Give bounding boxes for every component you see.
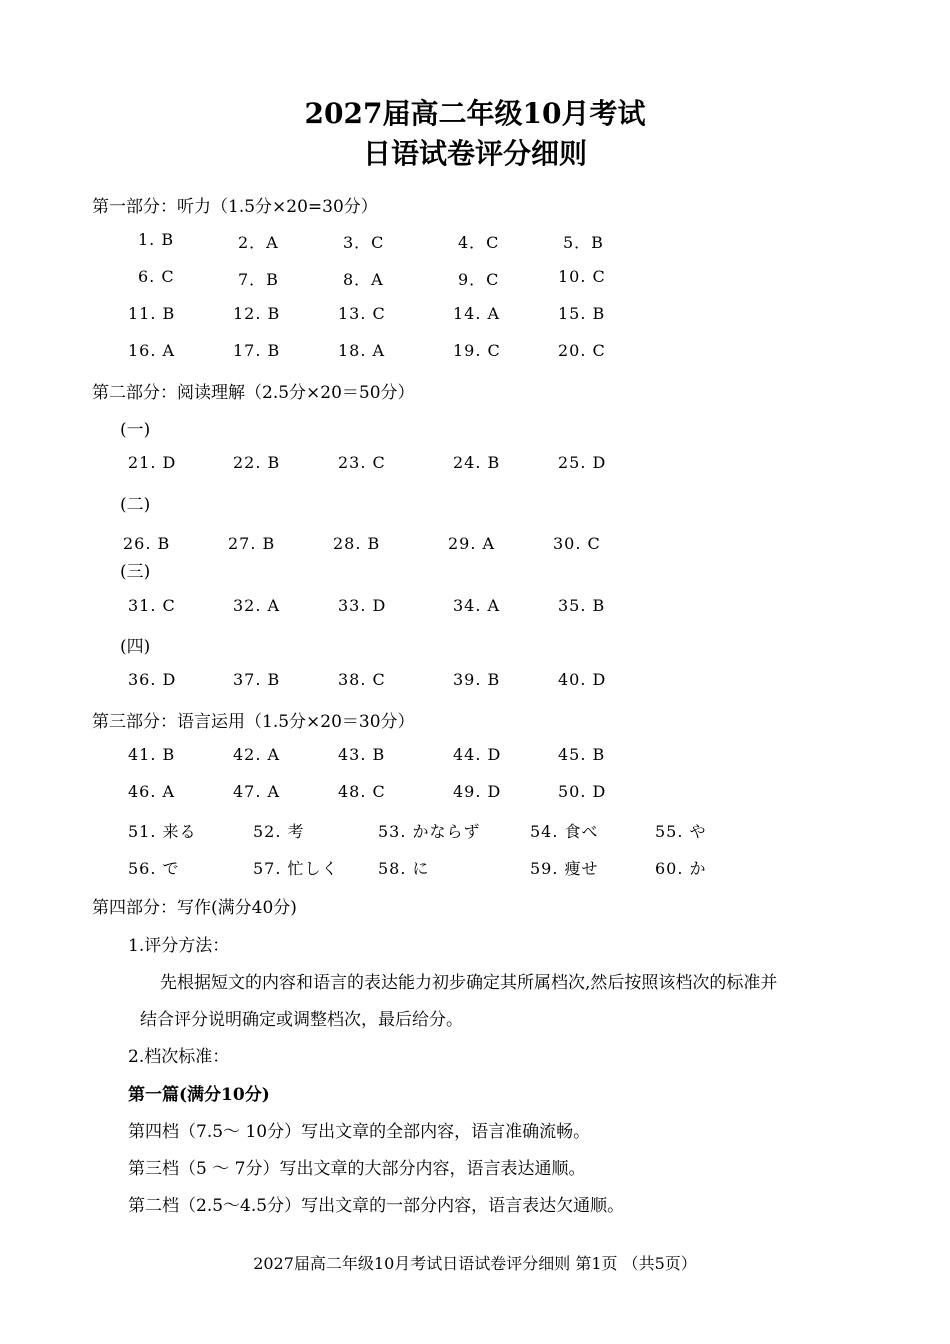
answer-item: 7．B — [238, 270, 279, 289]
group-label: (四) — [120, 637, 151, 657]
method-text: 结合评分说明确定或调整档次，最后给分。 — [140, 1010, 463, 1030]
part3-heading: 第三部分：语言运用（1.5分×20＝30分） — [92, 712, 415, 732]
part1-heading: 第一部分：听力（1.5分×20=30分） — [92, 197, 378, 217]
answer-item: 8．A — [343, 270, 384, 289]
answer-item: 31. C — [128, 596, 176, 615]
answer-item: 38. C — [338, 670, 386, 689]
answer-item: 30. C — [553, 534, 601, 553]
answer-item: 53. かならず — [378, 822, 481, 841]
answer-item: 48. C — [338, 782, 386, 801]
answer-item: 2．A — [238, 233, 279, 252]
doc-title-line1: 2027届高二年级10月考试 — [304, 97, 646, 130]
answer-item: 52. 考 — [253, 822, 305, 841]
answer-item: 34. A — [453, 596, 501, 615]
answer-item: 11. B — [128, 304, 176, 323]
answer-item: 13. C — [338, 304, 386, 323]
part4-heading: 第四部分：写作(满分40分) — [92, 898, 297, 918]
answer-item: 54. 食べ — [530, 822, 599, 841]
answer-item: 51. 来る — [128, 822, 197, 841]
answer-item: 36. D — [128, 670, 177, 689]
answer-item: 22. B — [233, 453, 281, 472]
answer-item: 9．C — [458, 270, 500, 289]
page-footer: 2027届高二年级10月考试日语试卷评分细则 第1页 （共5页） — [253, 1254, 697, 1273]
answer-item: 49. D — [453, 782, 502, 801]
answer-item: 24. B — [453, 453, 501, 472]
answer-item: 25. D — [558, 453, 607, 472]
answer-item: 29. A — [448, 534, 496, 553]
answer-item: 40. D — [558, 670, 607, 689]
answer-item: 12. B — [233, 304, 281, 323]
answer-item: 16. A — [128, 341, 176, 360]
part2-heading: 第二部分：阅读理解（2.5分×20＝50分） — [92, 383, 415, 403]
answer-item: 60. か — [655, 859, 707, 878]
answer-item: 33. D — [338, 596, 387, 615]
answer-item: 47. A — [233, 782, 281, 801]
answer-item: 15. B — [558, 304, 606, 323]
answer-item: 26. B — [123, 534, 171, 553]
answer-item: 17. B — [233, 341, 281, 360]
answer-item: 35. B — [558, 596, 606, 615]
answer-item: 42. A — [233, 745, 281, 764]
answer-item: 59. 痩せ — [530, 859, 599, 878]
levels-title: 2.档次标准： — [128, 1047, 230, 1067]
answer-item: 39. B — [453, 670, 501, 689]
answer-item: 18. A — [338, 341, 386, 360]
answer-item: 28. B — [333, 534, 381, 553]
first-essay-title: 第一篇(满分10分) — [128, 1085, 270, 1105]
answer-item: 1. B — [138, 230, 175, 249]
doc-title-line2: 日语试卷评分细则 — [362, 137, 587, 170]
answer-item: 20. C — [558, 341, 606, 360]
answer-item: 19. C — [453, 341, 501, 360]
level-description: 第四档（7.5～ 10分）写出文章的全部内容，语言准确流畅。 — [128, 1122, 591, 1142]
answer-item: 5．B — [563, 233, 604, 252]
answer-item: 45. B — [558, 745, 606, 764]
answer-item: 6. C — [138, 267, 175, 286]
group-label: (一) — [120, 420, 151, 440]
answer-item: 10. C — [558, 267, 606, 286]
answer-item: 55. や — [655, 822, 707, 841]
group-label: (三) — [120, 562, 151, 582]
answer-item: 44. D — [453, 745, 502, 764]
answer-item: 23. C — [338, 453, 386, 472]
answer-item: 21. D — [128, 453, 177, 472]
level-description: 第三档（5 ～ 7分）写出文章的大部分内容，语言表达通顺。 — [128, 1159, 586, 1179]
answer-item: 3．C — [343, 233, 385, 252]
answer-item: 14. A — [453, 304, 501, 323]
answer-item: 57. 忙しく — [253, 859, 339, 878]
answer-item: 56. で — [128, 859, 180, 878]
group-label: (二) — [120, 495, 151, 515]
answer-item: 58. に — [378, 859, 430, 878]
method-title: 1.评分方法： — [128, 936, 230, 956]
answer-item: 46. A — [128, 782, 176, 801]
method-text: 先根据短文的内容和语言的表达能力初步确定其所属档次,然后按照该档次的标准并 — [160, 973, 778, 993]
answer-item: 27. B — [228, 534, 276, 553]
answer-item: 41. B — [128, 745, 176, 764]
answer-item: 4．C — [458, 233, 500, 252]
answer-item: 43. B — [338, 745, 386, 764]
answer-item: 37. B — [233, 670, 281, 689]
answer-item: 50. D — [558, 782, 607, 801]
level-description: 第二档（2.5～4.5分）写出文章的一部分内容，语言表达欠通顺。 — [128, 1196, 625, 1216]
answer-item: 32. A — [233, 596, 281, 615]
